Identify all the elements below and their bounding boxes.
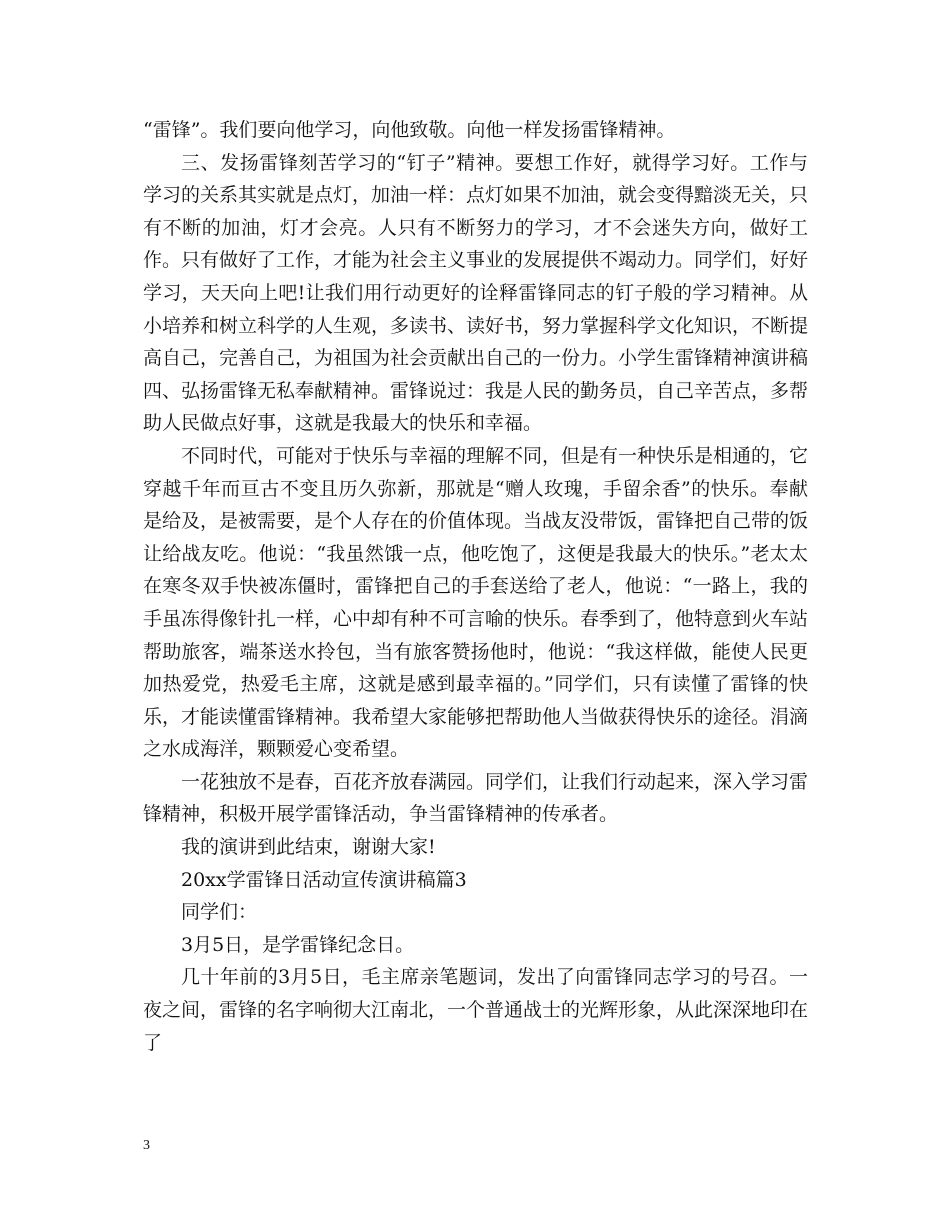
document-body (143, 114, 808, 1059)
paragraph: “雷锋”。我们要向他学习，向他致敬。向他一样发扬雷锋精神。 (143, 119, 676, 141)
paragraph: 3月5日，是学雷锋纪念日。 (181, 933, 415, 956)
paragraph: 不同时代，可能对于快乐与幸福的理解不同，但是有一种快乐是相通的，它穿越千年而亘古不变且历久弥新，那就是“赠人玫瑰，手留余香”的快乐。奉献是给及，是被需要，是个人存在的价值体现。当战友没带饭，雷锋把自己带的饭让给战友吃。他说：“我虽然饿一点，他吃饱了，这便是我最大的快乐。”老太太在寒冬双手快被冻僵时，雷锋把自己的手套送给了老人，他说：“一路上，我的手虽冻得像针扎一样，心中却有种不可言喻的快乐。春季到了，他特意到火车站帮助旅客，端茶送水拎包，当有旅客赞扬他时，他说：“我这样做，能使人民更加热爱党，热爱毛主席，这就是感到最幸福的。”同学们，只有读懂了雷锋的快乐，才能读懂雷锋精神。我希望大家能够把帮助他人当做获得快乐的途径。涓滴之水成海洋，颗颗爱心变希望。 (143, 444, 809, 761)
salutation: 同学们： (181, 901, 258, 924)
paragraph: 我的演讲到此结束，谢谢大家! (181, 836, 436, 859)
paragraph: 几十年前的3月5日，毛主席亲笔题词，发出了向雷锋同志学习的号召。一夜之间，雷锋的名字响彻大江南北，一个普通战士的光辉形象，从此深深地印在了 (143, 966, 809, 1054)
paragraph: 一花独放不是春，百花齐放春满园。同学们，让我们行动起来，深入学习雷锋精神，积极开展学雷锋活动，争当雷锋精神的传承者。 (143, 770, 809, 826)
section-heading: 20xx学雷锋日活动宣传演讲稿篇3 (181, 868, 467, 891)
paragraph: 三、发扬雷锋刻苦学习的“钉子”精神。要想工作好，就得学习好。工作与学习的关系其实就是点灯，加油一样：点灯如果不加油，就会变得黯淡无关，只有不断的加油，灯才会亮。人只有不断努力的学习，才不会迷失方向，做好工作。只有做好了工作，才能为社会主义事业的发展提供不竭动力。同学们，好好学习，天天向上吧!让我们用行动更好的诠释雷锋同志的钉子般的学习精神。从小培养和树立科学的人生观，多读书、读好书，努力掌握科学文化知识，不断提高自己，完善自己，为祖国为社会贡献出自己的一份力。小学生雷锋精神演讲稿四、弘扬雷锋无私奉献精神。雷锋说过：我是人民的勤务员，自己辛苦点，多帮助人民做点好事，这就是我最大的快乐和幸福。 (143, 151, 809, 435)
page-number: 3 (143, 1138, 150, 1153)
